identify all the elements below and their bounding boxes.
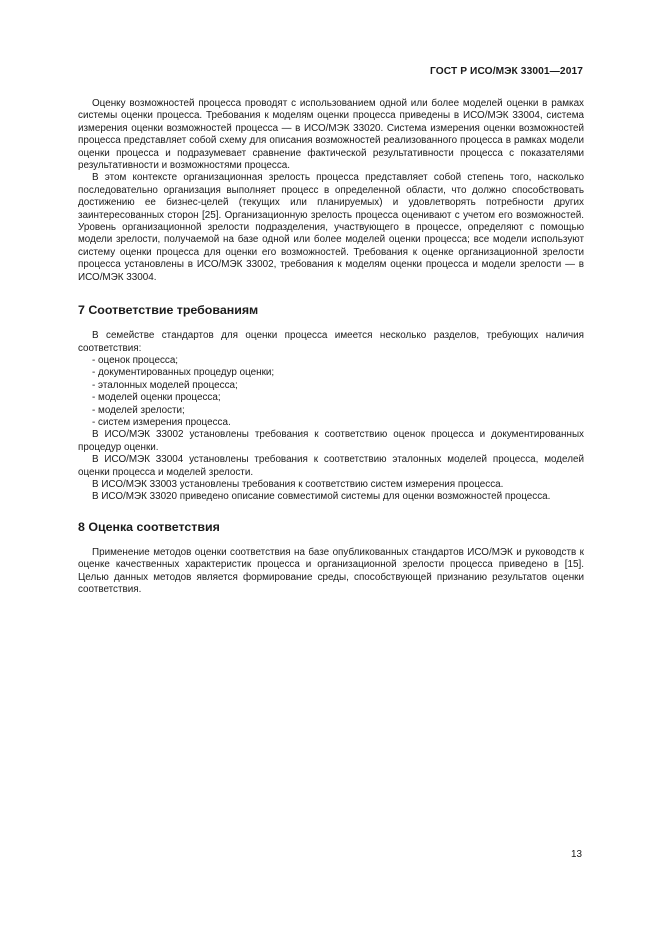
list-item: - документированных процедур оценки; <box>92 367 275 379</box>
section-7-paragraph: В ИСО/МЭК 33002 установлены требования к соответствию оценок процесса и документированных процедур оценки. <box>78 429 584 453</box>
section-8-heading: 8 Оценка соответствия <box>78 519 220 534</box>
section-7-paragraph: В ИСО/МЭК 33020 приведено описание совместимой системы для оценки возможностей процесса. <box>92 491 551 503</box>
page-number: 13 <box>571 849 582 860</box>
list-item: - систем измерения процесса. <box>92 416 231 428</box>
section-8-paragraph: Применение методов оценки соответствия на базе опубликованных стандартов ИСО/МЭК и руководств к оценке качественных характеристик процесса и организационной зрелости процесса приведено в [15]. Целью данных методов является формирование среды, способствующей признанию результатов оценки соответствия. <box>78 546 584 595</box>
conformance-list <box>78 355 584 429</box>
page-content <box>78 98 584 596</box>
intro-paragraph: Оценку возможностей процесса проводят с использованием одной или более моделей оценки в рамках системы оценки процесса. Требования к моделям оценки процесса приведены в ИСО/МЭК 33004, система измерения оценки возможностей процесса — в ИСО/МЭК 33020. Система измерения оценки возможностей процесса представляет собой схему для описания возможностей реализованного процесса в рамках модели оценки процесса и подразумевает сравнение фактической результативности процесса с показателями результативности и возможностями процесса. <box>78 98 584 172</box>
document-header: ГОСТ Р ИСО/МЭК 33001—2017 <box>430 66 583 77</box>
intro-paragraph: В этом контексте организационная зрелость процесса представляет собой степень того, насколько последовательно организация выполняет процесс в определенной области, что должно способствовать достижению ее бизнес-целей (текущих или планируемых) и удовлетворять потребности других заинтересованных сторон [25]. Организационную зрелость процесса оценивают с учетом его возможностей. Уровень организационной зрелости подразделения, участвующего в процессе, определяют с помощью модели зрелости, получаемой на базе одной или более моделей оценки процесса; все модели используют систему оценки процесса для оценки его возможностей. Требования к оценке организационной зрелости процесса установлены в ИСО/МЭК 33002, требования к моделям оценки процесса и модели зрелости — в ИСО/МЭК 33004. <box>78 172 584 283</box>
section-7-heading: 7 Соответствие требованиям <box>78 303 259 318</box>
section-7-paragraph: В ИСО/МЭК 33003 установлены требования к соответствию систем измерения процесса. <box>92 478 504 490</box>
list-item: - эталонных моделей процесса; <box>92 379 238 391</box>
list-item: - оценок процесса; <box>92 354 179 366</box>
section-7-paragraph: В ИСО/МЭК 33004 установлены требования к соответствию эталонных моделей процесса, моделей оценки процесса и моделей зрелости. <box>78 454 584 478</box>
list-item: - моделей оценки процесса; <box>92 392 221 404</box>
section-7-lead: В семействе стандартов для оценки процесса имеется несколько разделов, требующих наличия соответствия: <box>78 330 584 354</box>
list-item: - моделей зрелости; <box>92 404 185 416</box>
